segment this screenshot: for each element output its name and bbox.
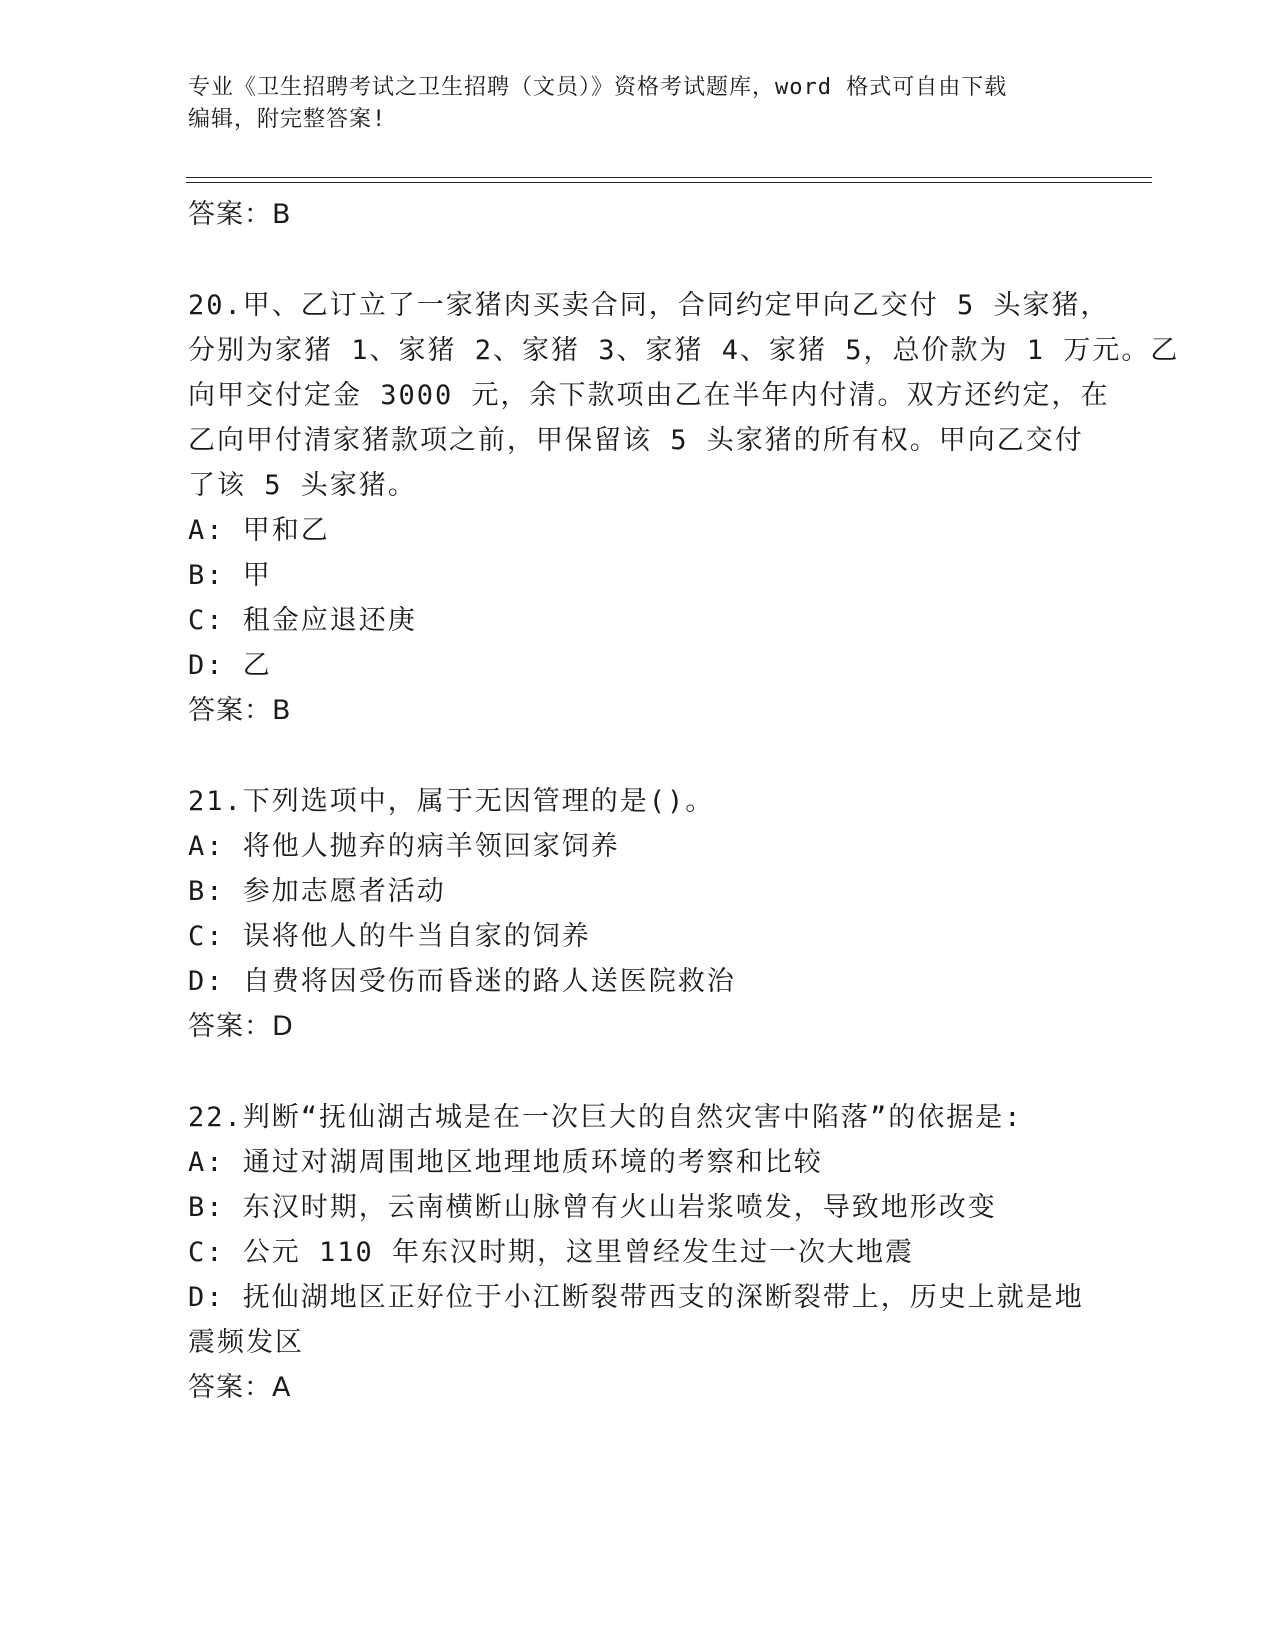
header-line-1: 专业《卫生招聘考试之卫生招聘（文员）》资格考试题库，word 格式可自由下载 bbox=[188, 75, 1008, 100]
option-d: D: 抚仙湖地区正好位于小江断裂带西支的深断裂带上，历史上就是地 bbox=[188, 1282, 1084, 1313]
question-20 bbox=[188, 283, 1180, 733]
spacer bbox=[188, 237, 1088, 283]
question-text-line: 向甲交付定金 3000 元，余下款项由乙在半年内付清。双方还约定，在 bbox=[188, 380, 1110, 411]
question-text-line: 乙向甲付清家猪款项之前，甲保留该 5 头家猪的所有权。甲向乙交付 bbox=[188, 425, 1084, 456]
option-b: B: 参加志愿者活动 bbox=[188, 876, 446, 907]
question-list bbox=[188, 192, 1180, 1410]
document-header bbox=[188, 72, 1068, 136]
header-divider-top bbox=[186, 177, 1152, 178]
question-text-line: 20.甲、乙订立了一家猪肉买卖合同，合同约定甲向乙交付 5 头家猪， bbox=[188, 290, 1110, 321]
option-d: D: 自费将因受伤而昏迷的路人送医院救治 bbox=[188, 966, 736, 997]
question-21 bbox=[188, 779, 1088, 1049]
option-c: C: 公元 110 年东汉时期，这里曾经发生过一次大地震 bbox=[188, 1237, 915, 1268]
header-divider-bottom bbox=[186, 182, 1152, 183]
option-a: A: 将他人抛弃的病羊领回家饲养 bbox=[188, 831, 620, 862]
option-a: A: 通过对湖周围地区地理地质环境的考察和比较 bbox=[188, 1147, 823, 1178]
question-text-line: 了该 5 头家猪。 bbox=[188, 470, 417, 501]
option-a: A: 甲和乙 bbox=[188, 515, 330, 546]
answer-20: 答案：B bbox=[188, 695, 292, 726]
spacer bbox=[188, 733, 1088, 779]
answer-prev: 答案：B bbox=[188, 199, 292, 230]
option-d-continued: 震频发区 bbox=[188, 1327, 304, 1358]
question-text-line: 21.下列选项中，属于无因管理的是()。 bbox=[188, 786, 715, 817]
question-text-line: 22.判断“抚仙湖古城是在一次巨大的自然灾害中陷落”的依据是: bbox=[188, 1102, 1023, 1133]
spacer bbox=[188, 1049, 1088, 1095]
header-line-2: 编辑，附完整答案! bbox=[188, 107, 387, 132]
answer-22: 答案：A bbox=[188, 1372, 292, 1403]
option-c: C: 误将他人的牛当自家的饲养 bbox=[188, 921, 591, 952]
answer-21: 答案：D bbox=[188, 1011, 294, 1042]
question-22 bbox=[188, 1095, 1088, 1410]
question-text-line: 分别为家猪 1、家猪 2、家猪 3、家猪 4、家猪 5，总价款为 1 万元。乙 bbox=[188, 335, 1180, 366]
option-c: C: 租金应退还庚 bbox=[188, 605, 417, 636]
option-b: B: 甲 bbox=[188, 560, 272, 591]
option-d: D: 乙 bbox=[188, 650, 272, 681]
option-b: B: 东汉时期，云南横断山脉曾有火山岩浆喷发，导致地形改变 bbox=[188, 1192, 997, 1223]
